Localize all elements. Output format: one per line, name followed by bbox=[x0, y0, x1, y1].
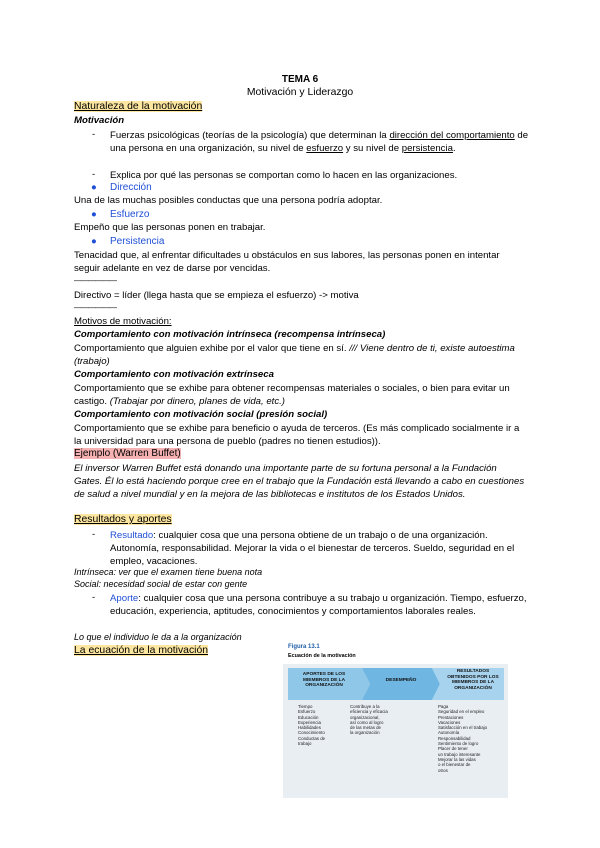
separator-rule: —————— bbox=[74, 276, 116, 285]
text-ejemplo: El inversor Warren Buffet está donando una importante parte de su fortuna personal a la Fundación Gates. Él lo está haciendo porque cree en el trabajo que la Fundación está llevando a cabo en cuestiones de salud a nivel mundial y en la mejora de las bibliotecas e institutos de los Estados Unidos. bbox=[74, 463, 525, 501]
note-social: Social: necesidad social de estar con gente bbox=[74, 579, 248, 589]
bullet-dot-icon: ● bbox=[91, 182, 97, 193]
heading-ejemplo: Ejemplo (Warren Buffet) bbox=[74, 448, 181, 459]
link-esfuerzo: esfuerzo bbox=[306, 143, 344, 155]
separator-rule: —————— bbox=[74, 303, 116, 312]
section-heading-ecuacion: La ecuación de la motivación bbox=[74, 645, 209, 656]
link-direccion: dirección del comportamiento bbox=[389, 130, 515, 141]
text-extrinseca: Comportamiento que se exhibe para obtener recompensas materiales o sociales, o bien para evitar un castigo. (Trabajar por dinero, planes de vida, etc.) bbox=[74, 383, 510, 408]
dash-bullet: - bbox=[92, 529, 96, 540]
page-subtitle: Motivación y Liderazgo bbox=[246, 87, 354, 98]
figure-col3-items: Paga Seguridad en el empleo Prestaciones Vacaciones Satisfacción en el trabajo Autonomía Responsabilidad Sentimiento de logro Placer de tener un trabajo interesante Mejorar la las vidas o el bienestar de otros bbox=[438, 704, 488, 773]
figure-col1-items: Tiempo Esfuerzo Educación Experiencia Habilidades Conocimiento Conductas de trabajo bbox=[298, 704, 326, 747]
link-persistencia: persistencia bbox=[401, 143, 453, 155]
text-social: Comportamiento que se exhibe para beneficio o ayuda de terceros. (Es más complicado socialmente ir a la universidad para una persona de pueblo (padres no tienen estudios)). bbox=[74, 423, 520, 448]
dash-bullet: - bbox=[92, 129, 96, 140]
figure-number: Figura 13.1 bbox=[288, 644, 320, 650]
section-heading-naturaleza: Naturaleza de la motivación bbox=[74, 101, 203, 112]
term-resultado: Resultado bbox=[110, 530, 154, 541]
figure-col3-head: RESULTADOS OBTENIDOS POR LOS MIEMBROS DE LA ORGANIZACIÓN bbox=[447, 669, 499, 691]
subheading-social: Comportamiento con motivación social (presión social) bbox=[74, 409, 328, 420]
subheading-motivacion: Motivación bbox=[74, 115, 125, 126]
subheading-extrinseca: Comportamiento con motivación extrínseca bbox=[74, 369, 274, 380]
band-desempeno bbox=[362, 668, 440, 700]
figure-caption: Ecuación de la motivación bbox=[288, 653, 356, 659]
note-intrinseca: Intrínseca: ver que el examen tiene buena nota bbox=[74, 567, 263, 577]
dash-bullet: - bbox=[92, 592, 96, 603]
term-esfuerzo: Esfuerzo bbox=[110, 209, 150, 220]
figure-col1-head: APORTES DE LOS MIEMBROS DE LA ORGANIZACIÓN bbox=[302, 672, 346, 689]
bullet-resultado: Resultado: cualquier cosa que una persona obtiene de un trabajo o de una organización. Autonomía, responsabilidad. Mejorar la vida o el bienestar de terceros. Sueldo, seguridad en el empleo, vacaciones. bbox=[110, 530, 515, 568]
text-intrinseca: Comportamiento que alguien exhibe por el valor que tiene en sí. /// Viene dentro de ti, existe autoestima (trabajo) bbox=[74, 343, 515, 368]
subheading-intrinseca: Comportamiento con motivación intrínseca (recompensa intrínseca) bbox=[74, 329, 386, 340]
dash-bullet: - bbox=[92, 169, 96, 180]
bullet-explica: Explica por qué las personas se comportan como lo hacen en las organizaciones. bbox=[110, 170, 458, 181]
section-heading-resultados: Resultados y aportes bbox=[74, 514, 172, 525]
term-persistencia: Persistencia bbox=[110, 236, 165, 247]
figure-ecuacion-motivacion bbox=[278, 642, 510, 806]
section-heading-motivos: Motivos de motivación: bbox=[74, 316, 172, 327]
bullet-aporte: Aporte: cualquier cosa que una persona contribuye a su trabajo u organización. Tiempo, esfuerzo, educación, experiencia, aptitudes, conocimientos y comportamientos laborales reales. bbox=[110, 593, 527, 618]
definition-esfuerzo: Empeño que las personas ponen en trabajar. bbox=[74, 222, 266, 233]
note-organizacion: Lo que el individuo le da a la organización bbox=[74, 632, 242, 642]
figure-col2-items: Contribuye a la eficiencia y eficacia organizacional, así como al logro de las metas de la organización bbox=[350, 704, 388, 736]
note-directivo: Directivo = líder (llega hasta que se empieza el esfuerzo) -> motiva bbox=[74, 290, 359, 301]
term-aporte: Aporte bbox=[110, 593, 139, 604]
figure-col2-head: DESEMPEÑO bbox=[385, 678, 417, 683]
term-direccion: Dirección bbox=[110, 182, 152, 193]
definition-direccion: Una de las muchas posibles conductas que una persona podría adoptar. bbox=[74, 195, 383, 206]
page-title: TEMA 6 bbox=[281, 74, 319, 85]
bullet-fuerzas: Fuerzas psicológicas (teorías de la psicología) que determinan la dirección del comportamiento de una persona en una organización, su nivel de esfuerzo y su nivel de persistencia. bbox=[110, 130, 529, 155]
bullet-dot-icon: ● bbox=[91, 209, 97, 220]
definition-persistencia: Tenacidad que, al enfrentar dificultades u obstáculos en sus labores, las personas ponen en intentar seguir adelante en vez de darse por vencidas. bbox=[74, 250, 500, 275]
bullet-dot-icon: ● bbox=[91, 236, 97, 247]
